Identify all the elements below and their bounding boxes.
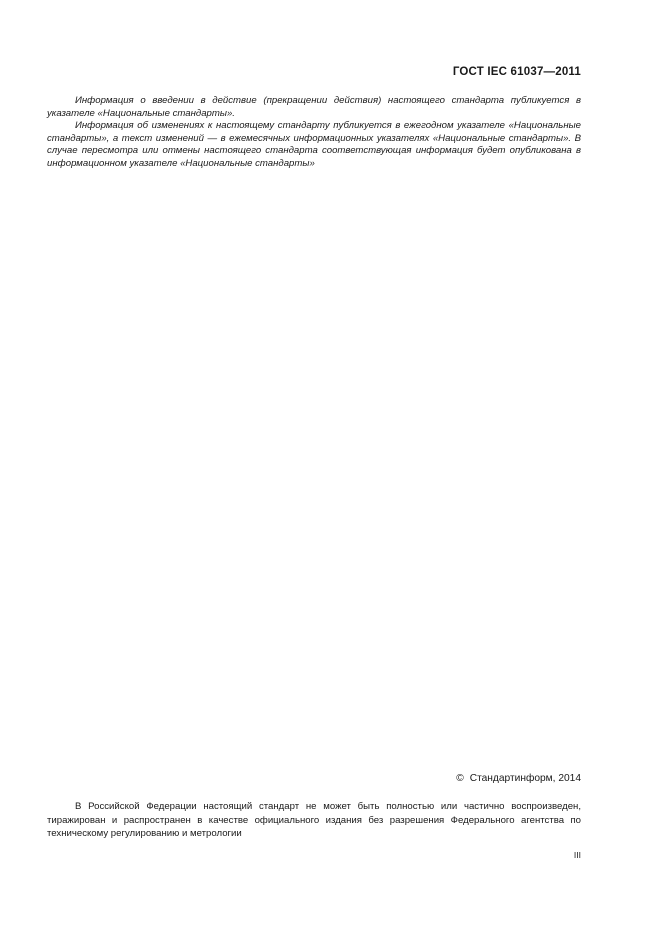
reproduction-notice (47, 800, 581, 841)
copyright-line (456, 773, 581, 784)
info-paragraph-2: Информация об изменениях к настоящему стандарту публикуется в ежегодном указателе «Национальные стандарты», а текст изменений — в ежемесячных информационных указателях «Национальные стандарты». В случае пересмотра или отмены настоящего стандарта соответствующая информация будет опубликована в информационном указателе «Национальные стандарты» (47, 120, 581, 169)
publication-info (47, 95, 581, 171)
info-paragraph-1: Информация о введении в действие (прекращении действия) настоящего стандарта публикуется в указателе «Национальные стандарты». (47, 95, 581, 119)
copyright-icon: © (456, 773, 464, 784)
document-code: ГОСТ IEC 61037—2011 (452, 66, 581, 78)
notice-paragraph: В Российской Федерации настоящий стандарт не может быть полностью или частично воспроизведен, тиражирован и распространен в качестве официального издания без разрешения Федерального агентства по техническому регулированию и метрологии (47, 801, 581, 840)
page-number: III (573, 850, 581, 860)
copyright-text: Стандартинформ, 2014 (469, 773, 581, 784)
